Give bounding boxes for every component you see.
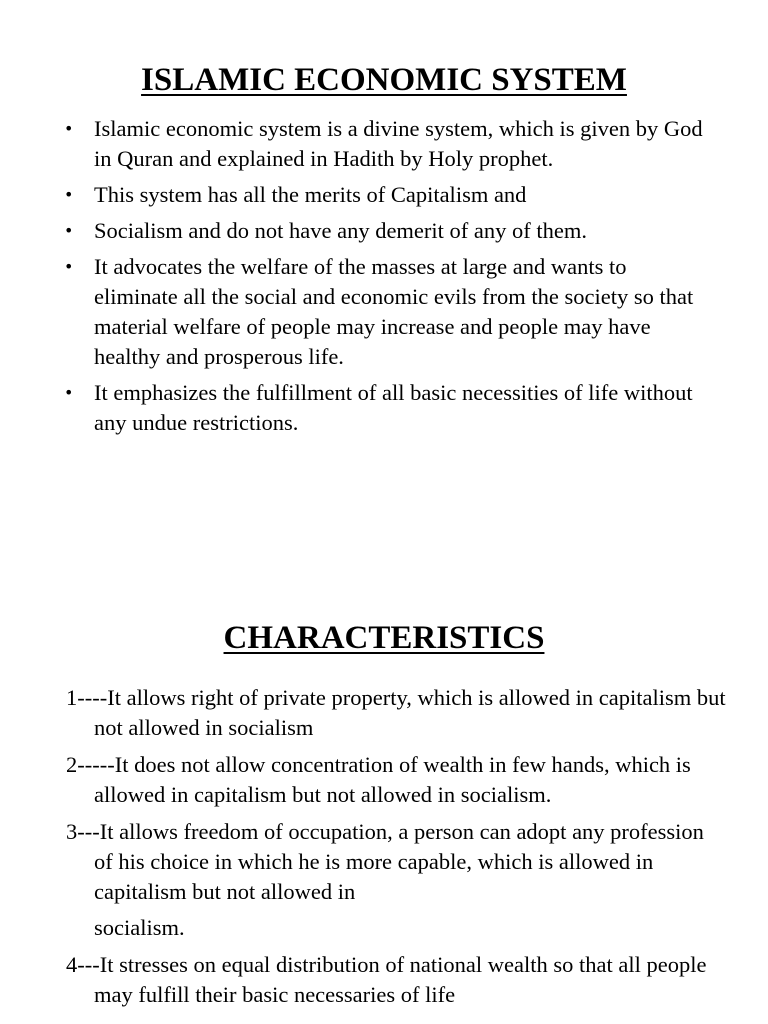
bullet-item — [62, 114, 712, 174]
characteristic-text: 3---It allows freedom of occupation, a person can adopt any profession of his choice in which he is more capable, which is allowed in capitalism but not allowed in — [66, 819, 704, 904]
bullet-text: This system has all the merits of Capitalism and — [94, 182, 527, 207]
section-title-characteristics: CHARACTERISTICS — [223, 620, 545, 656]
bullet-icon: • — [64, 383, 74, 402]
bullet-item — [62, 252, 712, 372]
characteristic-continuation: socialism. — [94, 915, 185, 940]
bullet-text: Socialism and do not have any demerit of any of them. — [94, 218, 588, 243]
bullet-icon: • — [64, 221, 74, 240]
bullet-text: It emphasizes the fulfillment of all basic necessities of life without any undue restrictions. — [94, 380, 693, 435]
page-title: ISLAMIC ECONOMIC SYSTEM — [141, 62, 627, 98]
characteristic-item: 2-----It does not allow concentration of wealth in few hands, which is allowed in capitalism but not allowed in socialism. — [66, 752, 691, 807]
characteristic-item: 1----It allows right of private property, which is allowed in capitalism but not allowed in socialism — [66, 685, 726, 740]
characteristics-list — [66, 683, 726, 1017]
bullet-icon: • — [64, 257, 74, 276]
bullet-icon: • — [64, 119, 74, 138]
intro-bullet-list — [62, 114, 712, 444]
bullet-item — [62, 180, 712, 210]
bullet-icon: • — [64, 185, 74, 204]
characteristic-item — [66, 817, 726, 907]
bullet-text: Islamic economic system is a divine system, which is given by God in Quran and explained in Hadith by Holy prophet. — [94, 116, 703, 171]
bullet-item — [62, 216, 712, 246]
characteristic-item: 4---It stresses on equal distribution of national wealth so that all people may fulfill their basic necessaries of life — [66, 952, 707, 1007]
bullet-item — [62, 378, 712, 438]
bullet-text: It advocates the welfare of the masses at large and wants to eliminate all the social and economic evils from the society so that material welfare of people may increase and people may have healthy and prosperous life. — [94, 254, 694, 369]
